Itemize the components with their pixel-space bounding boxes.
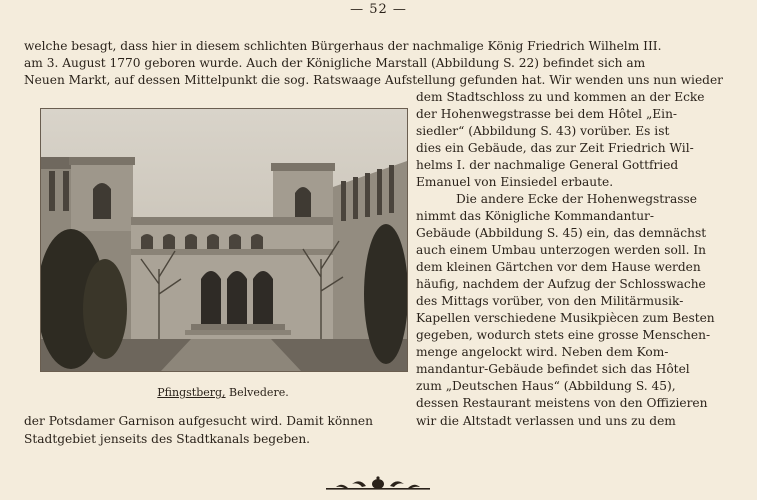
text-line-1: welche besagt, dass hier in diesem schlichten Bürgerhaus der nachmalige König Friedrich Wilhelm III.	[24, 39, 662, 53]
right-line: nimmt das Königliche Kommandantur-	[416, 209, 655, 223]
right-line: menge angelockt wird. Neben dem Kom-	[416, 345, 669, 359]
right-line: häufig, nachdem der Aufzug der Schlosswache	[416, 277, 706, 291]
text-line-3: Neuen Markt, auf dessen Mittelpunkt die sog. Ratswaage Aufstellung gefunden hat. Wir wenden uns nun wieder	[24, 73, 724, 87]
right-line: helms I. der nachmalige General Gottfried	[416, 158, 679, 172]
right-line: gegeben, wodurch stets eine grosse Menschen-	[416, 328, 711, 342]
left-bottom-line-1: der Potsdamer Garnison aufgesucht wird. Damit können	[24, 414, 373, 428]
caption-rest: Belvedere.	[225, 386, 289, 399]
right-line: Emanuel von Einsiedel erbaute.	[416, 175, 614, 189]
right-line: Die andere Ecke der Hohenwegstrasse	[456, 192, 697, 206]
right-line: dem Stadtschloss zu und kommen an der Ecke	[416, 90, 705, 104]
belvedere-photo	[40, 108, 408, 372]
right-line: Kapellen verschiedene Musikpiècen zum Besten	[416, 311, 715, 325]
belvedere-illustration	[41, 109, 407, 371]
right-line: Gebäude (Abbildung S. 45) ein, das demnächst	[416, 226, 707, 240]
right-line: mandantur-Gebäude befindet sich das Hôtel	[416, 362, 690, 376]
right-line: siedler“ (Abbildung S. 43) vorüber. Es ist	[416, 124, 670, 138]
right-line: des Mittags vorüber, von den Militärmusik-	[416, 294, 684, 308]
caption-place: Pfingstberg,	[157, 386, 226, 399]
right-line: auch einem Umbau unterzogen werden soll. In	[416, 243, 707, 257]
right-line: dem kleinen Gärtchen vor dem Hause werden	[416, 260, 701, 274]
page-number: — 52 —	[350, 2, 407, 17]
right-line: dies ein Gebäude, das zur Zeit Friedrich Wil-	[416, 141, 694, 155]
decorative-ornament-icon	[326, 476, 430, 494]
right-line: der Hohenwegstrasse bei dem Hôtel „Ein-	[416, 107, 678, 121]
right-line: dessen Restaurant meistens von den Offizieren	[416, 396, 708, 410]
right-line: zum „Deutschen Haus“ (Abbildung S. 45),	[416, 379, 676, 393]
right-line: wir die Altstadt verlassen und uns zu dem	[416, 414, 676, 428]
text-line-2: am 3. August 1770 geboren wurde. Auch der Königliche Marstall (Abbildung S. 22) befindet sich am	[24, 56, 646, 70]
left-bottom-line-2: Stadtgebiet jenseits des Stadtkanals begeben.	[24, 432, 311, 446]
figure-caption	[40, 386, 406, 399]
